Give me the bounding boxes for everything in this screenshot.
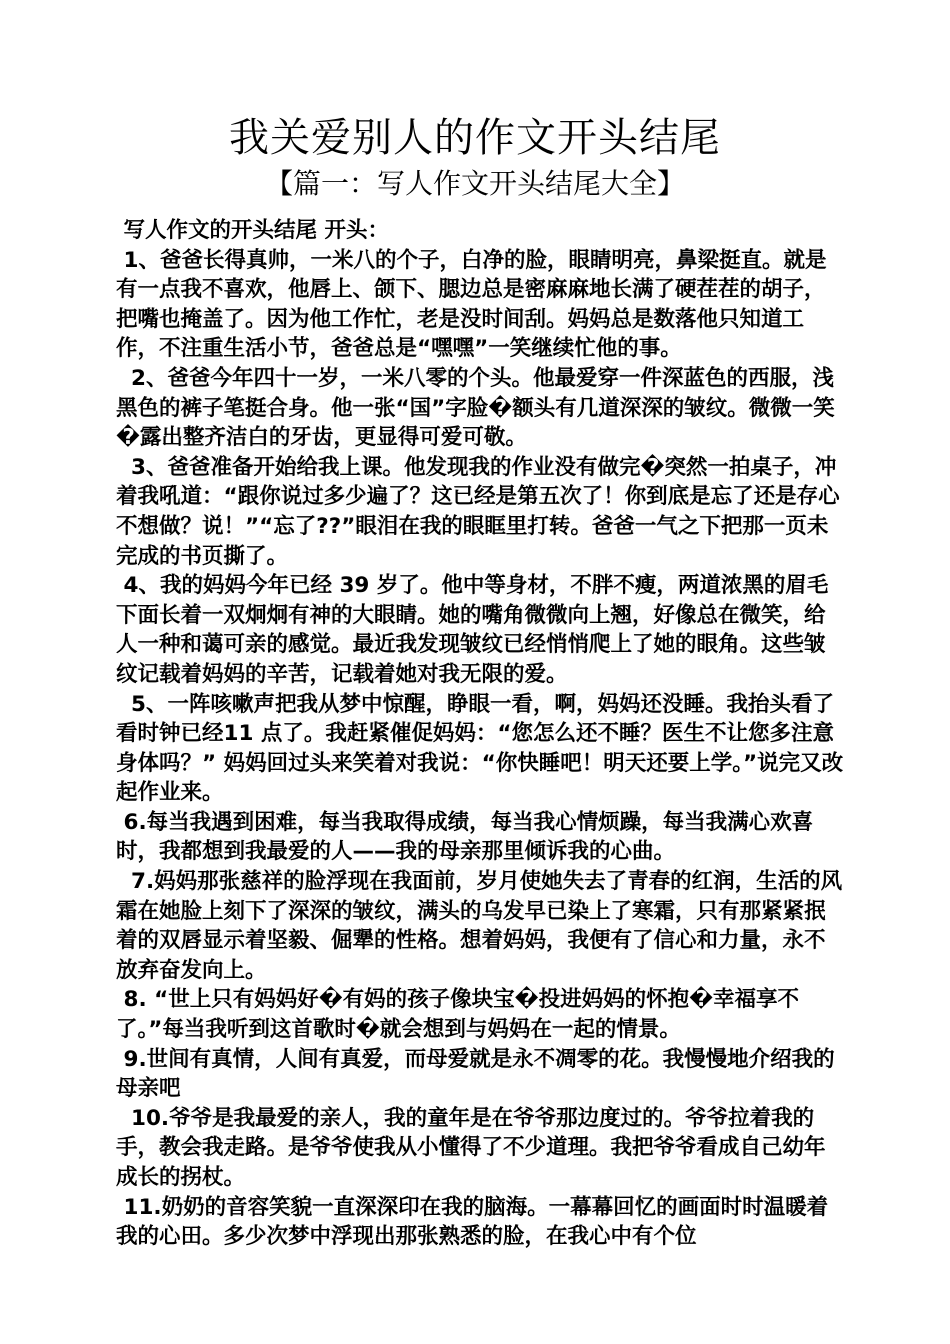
paragraph-4: 4、我的妈妈今年已经 39 岁了。他中等身材，不胖不瘦，两道浓黑的眉毛下面长着一双炯炯有神的大眼睛。她的嘴角微微向上翘，好像总在微笑，给人一种和蔼可亲的感觉。最近我发现皱纹已经悄悄爬上了她的眼角。这些皱纹记载着妈妈的辛苦，记载着她对我无限的爱。 — [116, 573, 829, 687]
document-subtitle: 【篇一：写人作文开头结尾大全】 — [264, 167, 685, 200]
paragraph-1: 1、爸爸长得真帅，一米八的个子，白净的脸，眼睛明亮，鼻梁挺直。就是有一点我不喜欢，他唇上、颌下、腮边总是密麻麻地长满了硬茬茬的胡子，把嘴也掩盖了。因为他工作忙，老是没时间刮。妈妈总是数落他只知道工作，不注重生活小节，爸爸总是“嘿嘿”一笑继续忙他的事。 — [116, 247, 827, 362]
paragraph-5: 5、一阵咳嗽声把我从梦中惊醒，睁眼一看，啊，妈妈还没睡。我抬头看了看时钟已经11 点了。我赶紧催促妈妈：“您怎么还不睡？医生不让您多注意身体吗？” 妈妈回过头来笑着对我说：“你快睡吧！明天还要上学。”说完又改起作业来。 — [116, 691, 844, 806]
section-heading: 写人作文的开头结尾 开头： — [116, 218, 389, 243]
document-title: 我关爱别人的作文开头结尾 — [229, 115, 721, 161]
paragraph-7: 7.妈妈那张慈祥的脸浮现在我面前，岁月使她失去了青春的红润，生活的风霜在她脸上刻下了深深的皱纹，满头的乌发早已染上了寒霜，只有那紧紧抿着的双唇显示着坚毅、倔犟的性格。想着妈妈，我便有了信心和力量，永不放弃奋发向上。 — [116, 869, 843, 983]
paragraph-11: 11.奶奶的音容笑貌一直深深印在我的脑海。一幕幕回忆的画面时时温暖着我的心田。多少次梦中浮现出那张熟悉的脸，在我心中有个位 — [116, 1194, 829, 1250]
paragraph-2: 2、爸爸今年四十一岁，一米八零的个头。他最爱穿一件深蓝色的西服，浅黑色的裤子笔挺合身。他一张“国”字脸�额头有几道深深的皱纹。微微一笑�露出整齐洁白的牙齿，更显得可爱可敬。 — [116, 365, 835, 451]
paragraph-6: 6.每当我遇到困难，每当我取得成绩，每当我心情烦躁，每当我满心欢喜时，我都想到我最爱的人——我的母亲那里倾诉我的心曲。 — [116, 809, 814, 865]
paragraph-10: 10.爷爷是我最爱的亲人，我的童年是在爷爷那边度过的。爷爷拉着我的手，教会我走路。是爷爷使我从小懂得了不少道理。我把爷爷看成自己幼年成长的拐杖。 — [116, 1105, 826, 1190]
paragraph-9: 9.世间有真情，人间有真爱，而母爱就是永不凋零的花。我慢慢地介绍我的母亲吧 — [116, 1046, 835, 1102]
paragraph-3: 3、爸爸准备开始给我上课。他发现我的作业没有做完�突然一拍桌子，冲着我吼道：“跟你说过多少遍了？这已经是第五次了！你到底是忘了还是存心不想做？说！”“忘了??”眼泪在我的眼眶里打转。爸爸一气之下把那一页未完成的书页撕了。 — [116, 454, 840, 569]
paragraph-8: 8. “世上只有妈妈好�有妈的孩子像块宝�投进妈妈的怀抱�幸福享不了。”每当我听到这首歌时�就会想到与妈妈在一起的情景。 — [116, 987, 800, 1043]
document-body — [116, 216, 844, 1252]
